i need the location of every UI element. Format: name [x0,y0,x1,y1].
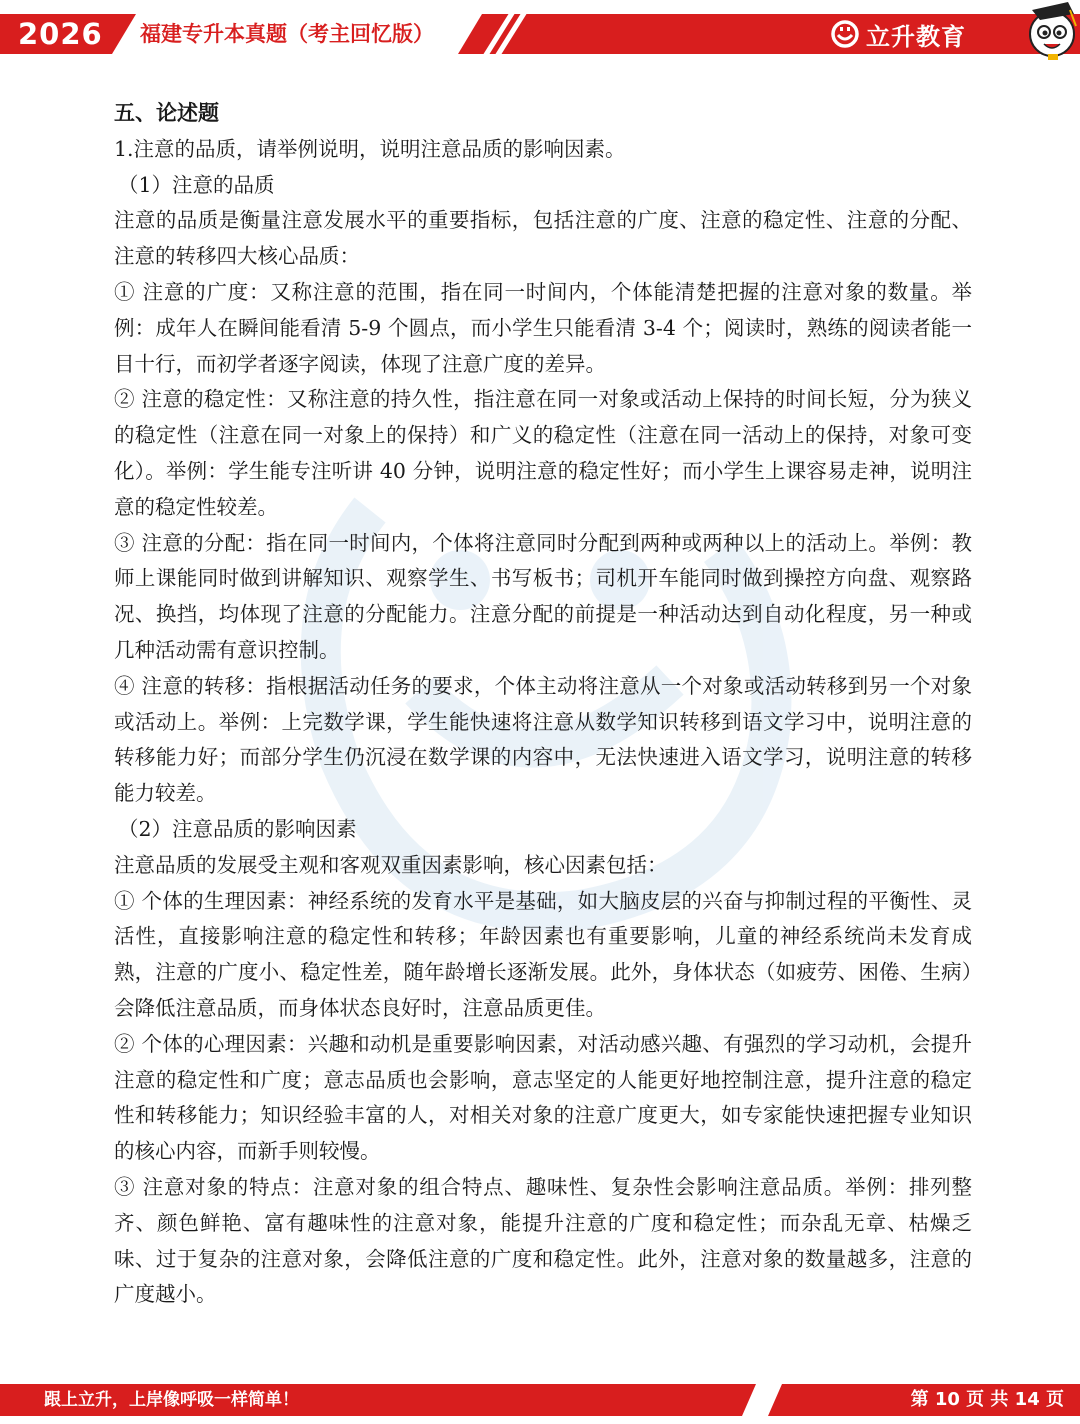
list-item: ② 个体的心理因素：兴趣和动机是重要影响因素，对活动感兴趣、有强烈的学习动机，会提升注意的稳定性和广度；意志品质也会影响，意志坚定的人能更好地控制注意，提升注意的稳定性和转移能力；知识经验丰富的人，对相关对象的注意广度更大，如专家能快速把握专业知识的核心内容，而新手则较慢。 [114,1031,972,1164]
part1-heading: （1）注意的品质 [118,172,275,197]
page-number: 第 10 页 共 14 页 [910,1389,1064,1410]
footer-slogan: 跟上立升，上岸像呼吸一样简单！ [44,1390,299,1410]
header-title: 福建专升本真题（考主回忆版） [140,22,434,46]
list-item: ② 注意的稳定性：又称注意的持久性，指注意在同一对象或活动上保持的时间长短，分为狭义的稳定性（注意在同一对象上的保持）和广义的稳定性（注意在同一活动上的保持，对象可变化）。举例：学生能专注听讲 40 分钟，说明注意的稳定性好；而小学生上课容易走神，说明注意的稳定性较差。 [114,387,972,519]
list-item: ① 个体的生理因素：神经系统的发育水平是基础，如大脑皮层的兴奋与抑制过程的平衡性、灵活性，直接影响注意的稳定性和转移；年龄因素也有重要影响，儿童的神经系统尚未发育成熟，注意的广度小、稳定性差，随年龄增长逐渐发展。此外，身体状态（如疲劳、困倦、生病）会降低注意品质，而身体状态良好时，注意品质更佳。 [114,888,972,1020]
question-text: 1.注意的品质，请举例说明，说明注意品质的影响因素。 [114,136,626,161]
part2-heading: （2）注意品质的影响因素 [118,816,357,841]
brand-logo-text: 立升教育 [866,22,966,51]
header-year: 2026 [18,17,103,51]
page-header [0,0,1080,62]
section-title: 五、论述题 [114,101,219,125]
brand-logo [830,14,966,54]
list-item: ④ 注意的转移：指根据活动任务的要求，个体主动将注意从一个对象或活动转移到另一个对象或活动上。举例：上完数学课，学生能快速将注意从数学知识转移到语文学习中，说明注意的转移能力好；而部分学生仍沉浸在数学课的内容中，无法快速进入语文学习，说明注意的转移能力较差。 [114,673,972,806]
mascot-icon [1018,0,1080,62]
list-item: ① 注意的广度：又称注意的范围，指在同一时间内，个体能清楚把握的注意对象的数量。举例：成年人在瞬间能看清 5-9 个圆点，而小学生只能看清 3-4 个；阅读时，熟练的阅读者能一目十行，而初学者逐字阅读，体现了注意广度的差异。 [114,279,972,376]
part1-intro: 注意的品质是衡量注意发展水平的重要指标，包括注意的广度、注意的稳定性、注意的分配、注意的转移四大核心品质： [114,208,972,269]
document-body [114,96,972,1313]
list-item: ③ 注意对象的特点：注意对象的组合特点、趣味性、复杂性会影响注意品质。举例：排列整齐、颜色鲜艳、富有趣味性的注意对象，能提升注意的广度和稳定性；而杂乱无章、枯燥乏味、过于复杂的注意对象，会降低注意的广度和稳定性。此外，注意对象的数量越多，注意的广度越小。 [114,1174,972,1307]
part2-intro: 注意品质的发展受主观和客观双重因素影响，核心因素包括： [114,852,668,877]
brand-logo-icon [830,19,860,49]
list-item: ③ 注意的分配：指在同一时间内，个体将注意同时分配到两种或两种以上的活动上。举例：教师上课能同时做到讲解知识、观察学生、书写板书；司机开车能同时做到操控方向盘、观察路况、换挡，均体现了注意的分配能力。注意分配的前提是一种活动达到自动化程度，另一种或几种活动需有意识控制。 [114,530,972,662]
